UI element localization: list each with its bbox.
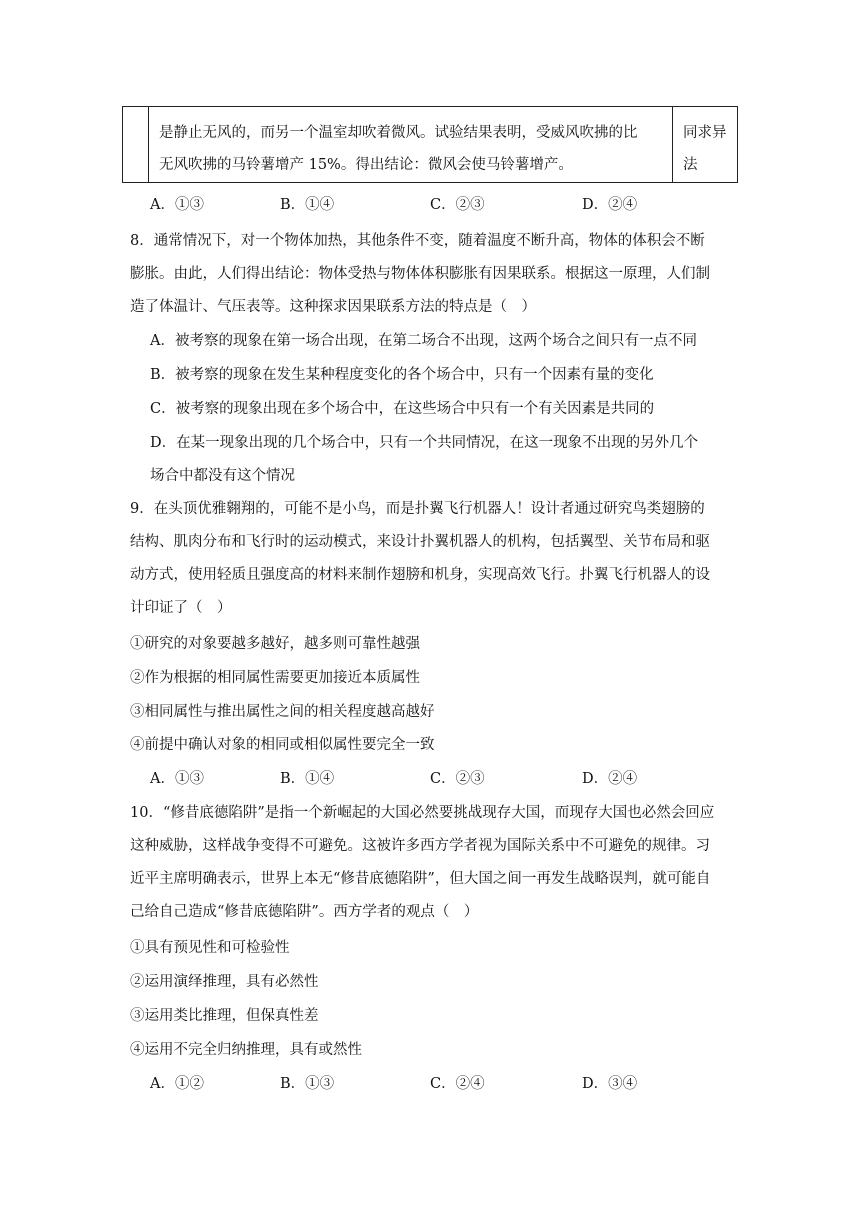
q7-table-content-line1: 是静止无风的，而另一个温室却吹着微风。试验结果表明，受威风吹拂的比 bbox=[159, 125, 638, 141]
q8-option-d[interactable]: D．在某一现象出现的几个场合中，只有一个共同情况，在这一现象不出现的另外几个 bbox=[150, 435, 699, 451]
q9-stem-line3: 动方式，使用轻质且强度高的材料来制作翅膀和机身，实现高效飞行。扑翼飞行机器人的设 bbox=[130, 567, 710, 583]
q9-statement-4: ④前提中确认对象的相同或相似属性要完全一致 bbox=[130, 737, 435, 753]
q10-statement-1: ①具有预见性和可检验性 bbox=[130, 940, 290, 956]
q7-table bbox=[122, 106, 738, 183]
q8-option-d-continued: 场合中都没有这个情况 bbox=[150, 468, 295, 484]
q9-option-b[interactable]: B．①④ bbox=[280, 771, 335, 787]
q7-table-method-cell bbox=[673, 107, 737, 182]
q10-stem-line4: 己给自己造成“修昔底德陷阱”。西方学者的观点（ ） bbox=[130, 904, 479, 920]
q7-table-content-cell bbox=[149, 107, 673, 182]
q9-option-a[interactable]: A．①③ bbox=[150, 771, 204, 787]
q8-option-b[interactable]: B．被考察的现象在发生某种程度变化的各个场合中，只有一个因素有量的变化 bbox=[150, 367, 654, 383]
q10-statement-2: ②运用演绎推理，具有必然性 bbox=[130, 974, 319, 990]
q10-stem-line3: 近平主席明确表示，世界上本无“修昔底德陷阱”，但大国之间一再发生战略误判，就可能自 bbox=[130, 871, 711, 887]
q7-table-index-cell bbox=[123, 107, 149, 182]
q10-option-a[interactable]: A．①② bbox=[150, 1076, 204, 1092]
q8-option-a[interactable]: A．被考察的现象在第一场合出现，在第二场合不出现，这两个场合之间只有一点不同 bbox=[150, 333, 697, 349]
q10-option-c[interactable]: C．②④ bbox=[430, 1076, 485, 1092]
q8-stem-line3: 造了体温计、气压表等。这种探求因果联系方法的特点是（ ） bbox=[130, 299, 536, 315]
q10-option-b[interactable]: B．①③ bbox=[280, 1076, 335, 1092]
q7-table-method-line1: 同求异 bbox=[683, 125, 727, 141]
q9-statement-3: ③相同属性与推出属性之间的相关程度越高越好 bbox=[130, 704, 435, 720]
q9-stem-line1: 9．在头顶优雅翱翔的，可能不是小鸟，而是扑翼飞行机器人！设计者通过研究鸟类翅膀的 bbox=[130, 501, 705, 517]
q7-option-c[interactable]: C．②③ bbox=[430, 197, 485, 213]
q9-statement-2: ②作为根据的相同属性需要更加接近本质属性 bbox=[130, 670, 420, 686]
q7-option-b[interactable]: B．①④ bbox=[280, 197, 335, 213]
q7-option-d[interactable]: D．②④ bbox=[582, 197, 638, 213]
q10-statement-4: ④运用不完全归纳推理，具有或然性 bbox=[130, 1042, 362, 1058]
q9-stem-line2: 结构、肌肉分布和飞行时的运动模式，来设计扑翼机器人的机构，包括翼型、关节布局和驱 bbox=[130, 534, 710, 550]
q9-statement-1: ①研究的对象要越多越好，越多则可靠性越强 bbox=[130, 636, 420, 652]
q10-option-d[interactable]: D．③④ bbox=[582, 1076, 638, 1092]
q10-statement-3: ③运用类比推理，但保真性差 bbox=[130, 1008, 319, 1024]
q8-stem-line2: 膨胀。由此，人们得出结论：物体受热与物体体积膨胀有因果联系。根据这一原理，人们制 bbox=[130, 266, 710, 282]
q7-table-method-line2: 法 bbox=[683, 157, 698, 173]
q9-stem-line4: 计印证了（ ） bbox=[130, 600, 232, 616]
q10-stem-line1: 10．“修昔底德陷阱”是指一个新崛起的大国必然要挑战现存大国，而现存大国也必然会回应 bbox=[130, 805, 715, 821]
q8-stem-line1: 8．通常情况下，对一个物体加热，其他条件不变，随着温度不断升高，物体的体积会不断 bbox=[130, 233, 705, 249]
q8-option-c[interactable]: C．被考察的现象出现在多个场合中，在这些场合中只有一个有关因素是共同的 bbox=[150, 401, 655, 417]
q10-stem-line2: 这种威胁，这样战争变得不可避免。这被许多西方学者视为国际关系中不可避免的规律。习 bbox=[130, 838, 710, 854]
q7-option-a[interactable]: A．①③ bbox=[150, 197, 204, 213]
q9-option-d[interactable]: D．②④ bbox=[582, 771, 638, 787]
q7-table-content-line2: 无风吹拂的马铃薯增产 15%。得出结论：微风会使马铃薯增产。 bbox=[159, 157, 573, 173]
q9-option-c[interactable]: C．②③ bbox=[430, 771, 485, 787]
